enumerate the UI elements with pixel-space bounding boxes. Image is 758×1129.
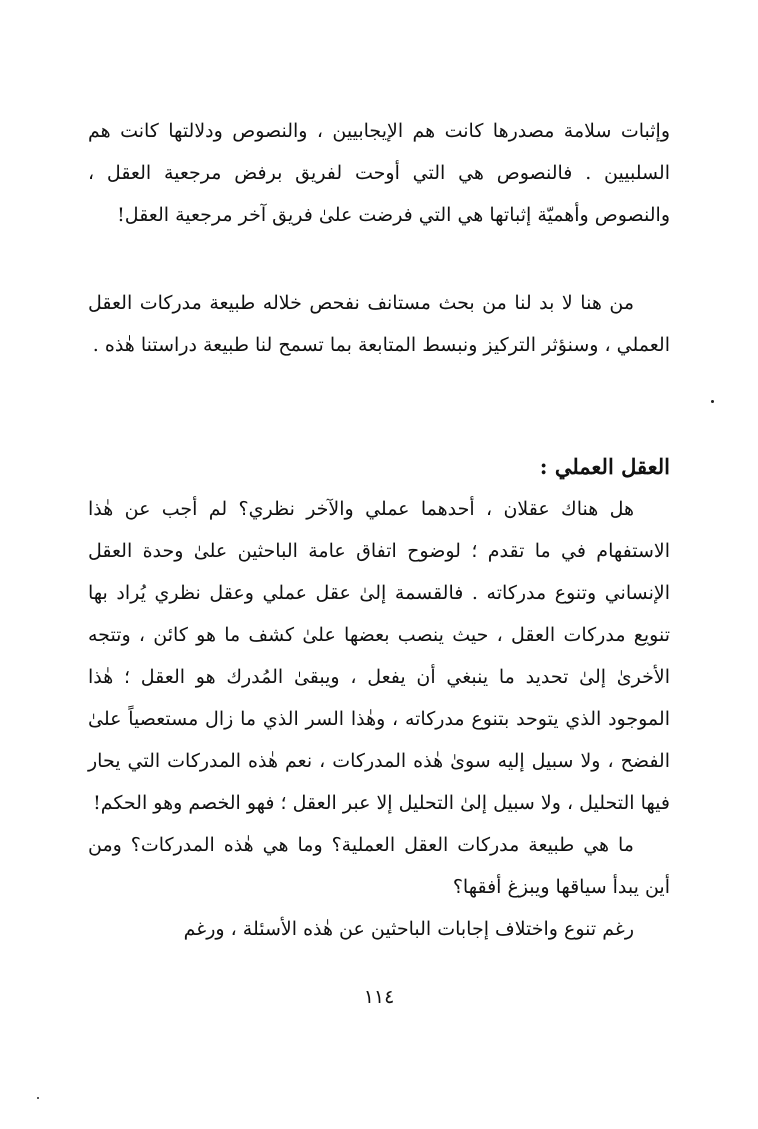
page-number: ١١٤ [363,986,395,1008]
section-practical-reason [88,446,670,950]
paragraph-4: ما هي طبيعة مدركات العقل العملية؟ وما هي هٰذه المدركات؟ ومن أين يبدأ سياقها ويبزغ أفقها؟ [88,834,670,898]
scan-speck [37,1097,39,1099]
paragraph-block-2 [88,282,670,366]
paragraph-1: وإثبات سلامة مصدرها كانت هم الإيجابيين ، والنصوص ودلالتها كانت هم السلبيين . فالنصوص هي التي أوحت لفريق برفض مرجعية العقل ، والنصوص وأهميّة إثباتها هي التي فرضت علىٰ فريق آخر مرجعية العقل! [88,120,670,226]
paragraph-2: من هنا لا بد لنا من بحث مستانف نفحص خلاله طبيعة مدركات العقل العملي ، وسنؤثر التركيز ونبسط المتابعة بما تسمح لنا طبيعة دراستنا هٰذه . [88,292,670,356]
scan-speck [711,400,714,403]
paragraph-3: هل هناك عقلان ، أحدهما عملي والآخر نظري؟ لم أجب عن هٰذا الاستفهام في ما تقدم ؛ لوضوح اتفاق عامة الباحثين علىٰ وحدة العقل الإنساني وتنوع مدركاته . فالقسمة إلىٰ عقل عملي وعقل نظري يُراد بها تنويع مدركات العقل ، حيث ينصب بعضها علىٰ كشف ما هو كائن ، وتتجه الأخرىٰ إلىٰ تحديد ما ينبغي أن يفعل ، ويبقىٰ المُدرك هو العقل ؛ هٰذا الموجود الذي يتوحد بتنوع مدركاته ، وهٰذا السر الذي ما زال مستعصياً علىٰ الفضح ، ولا سبيل إليه سوىٰ هٰذه المدركات ، نعم هٰذه المدركات التي يحار فيها التحليل ، ولا سبيل إلىٰ التحليل إلا عبر العقل ؛ فهو الخصم وهو الحكم! [88,498,670,814]
paragraph-block-1 [88,110,670,236]
section-heading: العقل العملي : [539,454,670,479]
paragraph-5: رغم تنوع واختلاف إجابات الباحثين عن هٰذه الأسئلة ، ورغم [183,918,634,940]
